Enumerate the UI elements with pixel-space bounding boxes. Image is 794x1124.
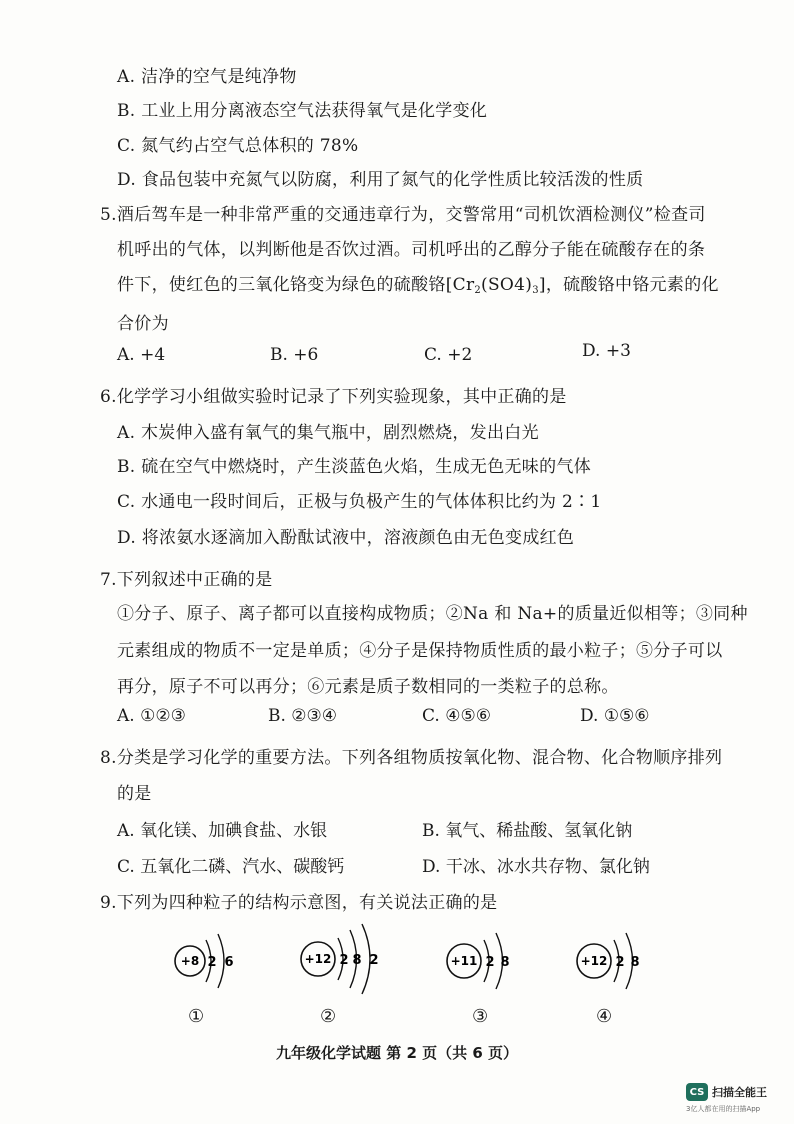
- atom-3-shell-2: 8: [500, 955, 510, 970]
- q4-option-b: B. 工业上用分离液态空气法获得氧气是化学变化: [117, 101, 488, 121]
- atom-1-label: ①: [188, 1006, 205, 1027]
- atom-2-nucleus: +12: [304, 952, 332, 966]
- atom-diagram-4: [574, 918, 684, 1027]
- q7-statement-line2: 元素组成的物质不一定是单质；④分子是保持物质性质的最小粒子；⑤分子可以: [117, 641, 723, 661]
- atom-2-shell-3: 2: [369, 953, 379, 968]
- q5-sub-2: 2: [474, 285, 482, 296]
- atom-4-shell-2: 8: [630, 955, 640, 970]
- camscanner-name: 扫描全能王: [712, 1086, 767, 1099]
- q6-option-b: B. 硫在空气中燃烧时，产生淡蓝色火焰，生成无色无味的气体: [117, 457, 591, 477]
- q7-statement-line3: 再分，原子不可以再分；⑥元素是质子数相同的一类粒子的总称。: [117, 677, 619, 697]
- q5-option-b: B. +6: [270, 345, 319, 365]
- q6-stem: 6.化学学习小组做实验时记录了下列实验现象，其中正确的是: [100, 387, 567, 407]
- q5-line3-pre: 件下，使红色的三氧化铬变为绿色的硫酸铬[Cr: [117, 275, 475, 295]
- q5-sub-3: 3: [532, 285, 539, 296]
- atom-2-shell-1: 2: [339, 953, 349, 968]
- q5-stem-line3: [117, 270, 719, 296]
- q4-option-a: A. 洁净的空气是纯净物: [117, 67, 297, 87]
- atom-1-shell-1: 2: [207, 955, 217, 970]
- q8-stem-line2: 的是: [117, 784, 152, 804]
- camscanner-logo-icon: CS: [686, 1083, 708, 1101]
- q8-option-a: A. 氧化镁、加碘食盐、水银: [117, 821, 328, 841]
- q7-option-c: C. ④⑤⑥: [422, 706, 491, 726]
- q5-option-c: C. +2: [424, 345, 473, 365]
- atom-1-shell-2: 6: [224, 955, 234, 970]
- q9-stem: 9.下列为四种粒子的结构示意图，有关说法正确的是: [100, 893, 498, 913]
- atom-4-shell-1: 2: [615, 955, 625, 970]
- atom-2-shell-2: 8: [352, 953, 362, 968]
- atom-4-label: ④: [596, 1006, 613, 1027]
- q5-stem-line4: 合价为: [117, 314, 169, 334]
- atom-3-label: ③: [472, 1006, 489, 1027]
- q6-option-a: A. 木炭伸入盛有氧气的集气瓶中，剧烈燃烧，发出白光: [117, 423, 539, 443]
- q8-stem-line1: 8.分类是学习化学的重要方法。下列各组物质按氧化物、混合物、化合物顺序排列: [100, 748, 723, 768]
- q7-stem: 7.下列叙述中正确的是: [100, 570, 273, 590]
- q6-option-d: D. 将浓氨水逐滴加入酚酞试液中，溶液颜色由无色变成红色: [117, 528, 575, 548]
- atom-diagram-3: [444, 918, 554, 1027]
- q5-line3-mid: (SO4): [481, 275, 533, 295]
- q8-option-b: B. 氧气、稀盐酸、氢氧化钠: [422, 821, 633, 841]
- q8-option-c: C. 五氧化二磷、汽水、碳酸钙: [117, 857, 345, 877]
- atom-diagram-1: [172, 918, 282, 1027]
- q5-option-a: A. +4: [117, 345, 166, 365]
- atom-3-nucleus: +11: [450, 954, 478, 968]
- atom-diagram-2: [298, 912, 408, 1027]
- camscanner-tagline: 3亿人都在用的扫描App: [686, 1105, 761, 1113]
- q8-option-d: D. 干冰、冰水共存物、氯化钠: [422, 857, 650, 877]
- q5-option-d: D. +3: [582, 341, 631, 361]
- q5-stem-line1: 5.酒后驾车是一种非常严重的交通违章行为，交警常用“司机饮酒检测仪”检查司: [100, 205, 706, 225]
- camscanner-badge: [686, 1083, 767, 1101]
- q4-option-d: D. 食品包装中充氮气以防腐，利用了氮气的化学性质比较活泼的性质: [117, 170, 644, 190]
- q4-option-c: C. 氮气约占空气总体积的 78%: [117, 136, 359, 156]
- atom-2-label: ②: [320, 1006, 337, 1027]
- atom-4-nucleus: +12: [580, 954, 608, 968]
- q7-option-a: A. ①②③: [117, 706, 186, 726]
- q7-option-d: D. ①⑤⑥: [580, 706, 650, 726]
- q7-option-b: B. ②③④: [268, 706, 338, 726]
- page-footer: 九年级化学试题 第 2 页（共 6 页）: [276, 1044, 518, 1062]
- q5-stem-line2: 机呼出的气体，以判断他是否饮过酒。司机呼出的乙醇分子能在硫酸存在的条: [117, 240, 706, 260]
- atom-3-shell-1: 2: [485, 955, 495, 970]
- q5-line3-post: ]，硫酸铬中铬元素的化: [538, 275, 719, 295]
- q6-option-c: C. 水通电一段时间后，正极与负极产生的气体体积比约为 2∶1: [117, 492, 602, 512]
- atom-1-nucleus: +8: [180, 954, 200, 968]
- q7-statement-line1: ①分子、原子、离子都可以直接构成物质；②Na 和 Na+的质量近似相等；③同种: [117, 604, 748, 624]
